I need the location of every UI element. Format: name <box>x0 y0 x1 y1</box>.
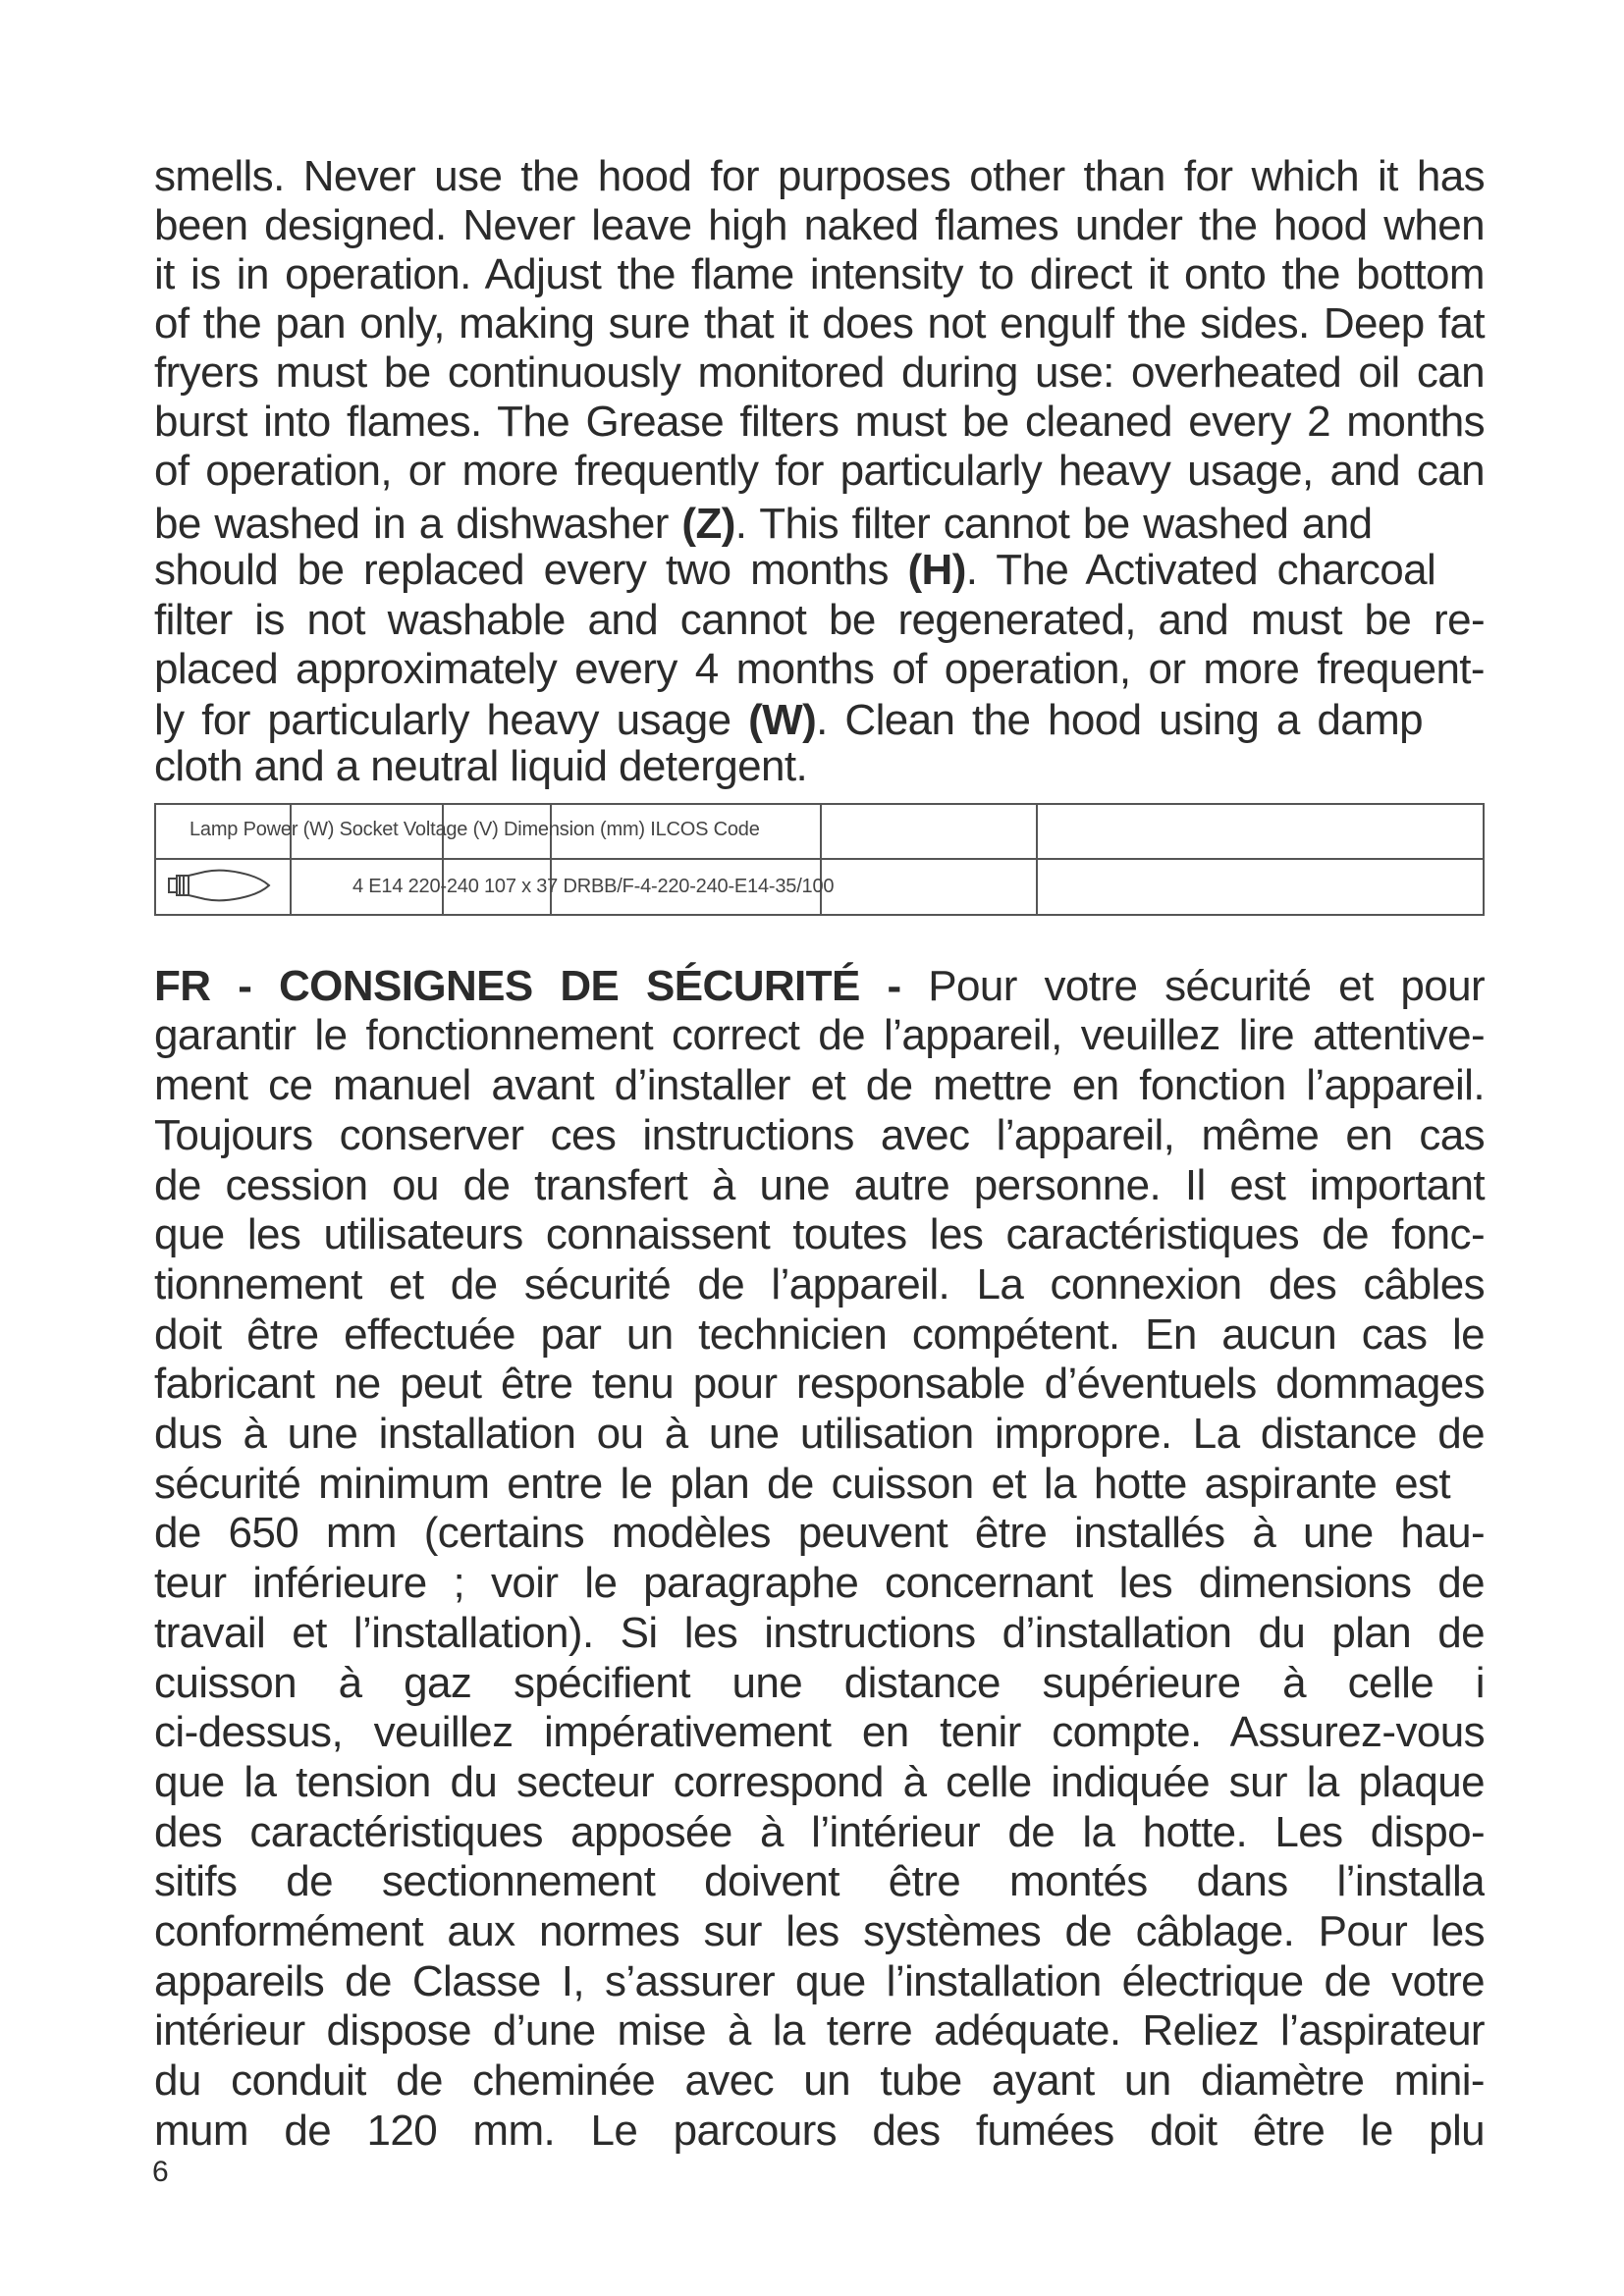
en-text-line: cloth and a neutral liquid detergent. <box>154 742 808 790</box>
en-text-line: been designed. Never leave high naked flames under the hood when <box>154 201 1485 249</box>
en-text-line: filter is not washable and cannot be regenerated, and must be re- <box>154 596 1485 644</box>
fr-text-line: ci-dessus, veuillez impérativement en tenir compte. Assurez-vous <box>154 1708 1485 1756</box>
fr-text-line: sécurité minimum entre le plan de cuisson et la hotte aspirante est <box>154 1460 1450 1508</box>
en-text-line-replace: should be replaced every two months (H). The Activated charcoal <box>154 546 1436 594</box>
en-text-line-dishwasher: be washed in a dishwasher (Z). This filter cannot be washed and <box>154 500 1373 548</box>
fr-text-line: travail et l’installation). Si les instructions d’installation du plan de <box>154 1609 1485 1657</box>
lamp-spec-table <box>154 803 1485 916</box>
en-text-line-heavy-usage: ly for particularly heavy usage (W). Clean the hood using a damp <box>154 696 1424 744</box>
ref-z: (Z) <box>681 500 735 548</box>
fr-text-line: conformément aux normes sur les systèmes de câblage. Pour les <box>154 1907 1485 1955</box>
fr-text-line: intérieur dispose d’une mise à la terre adéquate. Reliez l’aspirateur <box>154 2006 1485 2055</box>
fr-text-line: Toujours conserver ces instructions avec l’appareil, même en cas <box>154 1111 1485 1159</box>
fr-text-line: que la tension du secteur correspond à celle indiquée sur la plaque <box>154 1758 1485 1806</box>
en-text-line: placed approximately every 4 months of operation, or more frequent- <box>154 645 1485 693</box>
en-text-line: burst into flames. The Grease filters must be cleaned every 2 months <box>154 398 1485 446</box>
fr-text-line: ment ce manuel avant d’installer et de mettre en fonction l’appareil. <box>154 1061 1485 1109</box>
ref-h: (H) <box>907 546 966 594</box>
fr-text-line: teur inférieure ; voir le paragraphe concernant les dimensions de <box>154 1559 1485 1607</box>
fr-text-line: garantir le fonctionnement correct de l’appareil, veuillez lire attentive- <box>154 1011 1485 1059</box>
fr-text-line: dus à une installation ou à une utilisation impropre. La distance de <box>154 1410 1485 1458</box>
fr-text-line: des caractéristiques apposée à l’intérieur de la hotte. Les dispo- <box>154 1808 1485 1856</box>
fr-text-line: que les utilisateurs connaissent toutes les caractéristiques de fonc- <box>154 1210 1485 1258</box>
fr-text-line: de 650 mm (certains modèles peuvent être installés à une hau- <box>154 1509 1485 1557</box>
e14-candle-bulb-icon <box>166 864 274 913</box>
page-number: 6 <box>152 2156 169 2188</box>
en-text-line: of the pan only, making sure that it does not engulf the sides. Deep fat <box>154 299 1485 347</box>
fr-text-line: du conduit de cheminée avec un tube ayant un diamètre mini- <box>154 2056 1485 2105</box>
fr-text-line: appareils de Classe I, s’assurer que l’installation électrique de votre <box>154 1957 1485 2005</box>
fr-text-line: tionnement et de sécurité de l’appareil. La connexion des câbles <box>154 1260 1485 1308</box>
fr-text-line-clipped: cuisson à gaz spécifient une distance supérieure à celle i <box>154 1659 1485 1707</box>
fr-text-line-clipped: sitifs de sectionnement doivent être montés dans l’installa <box>154 1857 1485 1905</box>
fr-text-line: fabricant ne peut être tenu pour responsable d’éventuels dommages <box>154 1360 1485 1408</box>
lamp-spec-header: Lamp Power (W) Socket Voltage (V) Dimension (mm) ILCOS Code <box>189 819 760 840</box>
en-text-line: of operation, or more frequently for particularly heavy usage, and can <box>154 447 1485 495</box>
ref-w: (W) <box>748 696 817 744</box>
en-text-line: smells. Never use the hood for purposes other than for which it has <box>154 152 1485 200</box>
lamp-spec-values: 4 E14 220-240 107 x 37 DRBB/F-4-220-240-E14-35/100 <box>352 876 835 897</box>
en-text-line: it is in operation. Adjust the flame intensity to direct it onto the bottom <box>154 250 1485 298</box>
fr-heading-line: FR - CONSIGNES DE SÉCURITÉ - Pour votre sécurité et pour <box>154 962 1485 1010</box>
fr-text-line-clipped: mum de 120 mm. Le parcours des fumées doit être le plu <box>154 2107 1485 2155</box>
fr-text-line: doit être effectuée par un technicien compétent. En aucun cas le <box>154 1310 1485 1359</box>
table-divider <box>1036 805 1038 914</box>
fr-text-line: de cession ou de transfert à une autre personne. Il est important <box>154 1161 1485 1209</box>
fr-section-heading: FR - CONSIGNES DE SÉCURITÉ - <box>154 962 929 1010</box>
en-text-line: fryers must be continuously monitored during use: overheated oil can <box>154 348 1485 397</box>
